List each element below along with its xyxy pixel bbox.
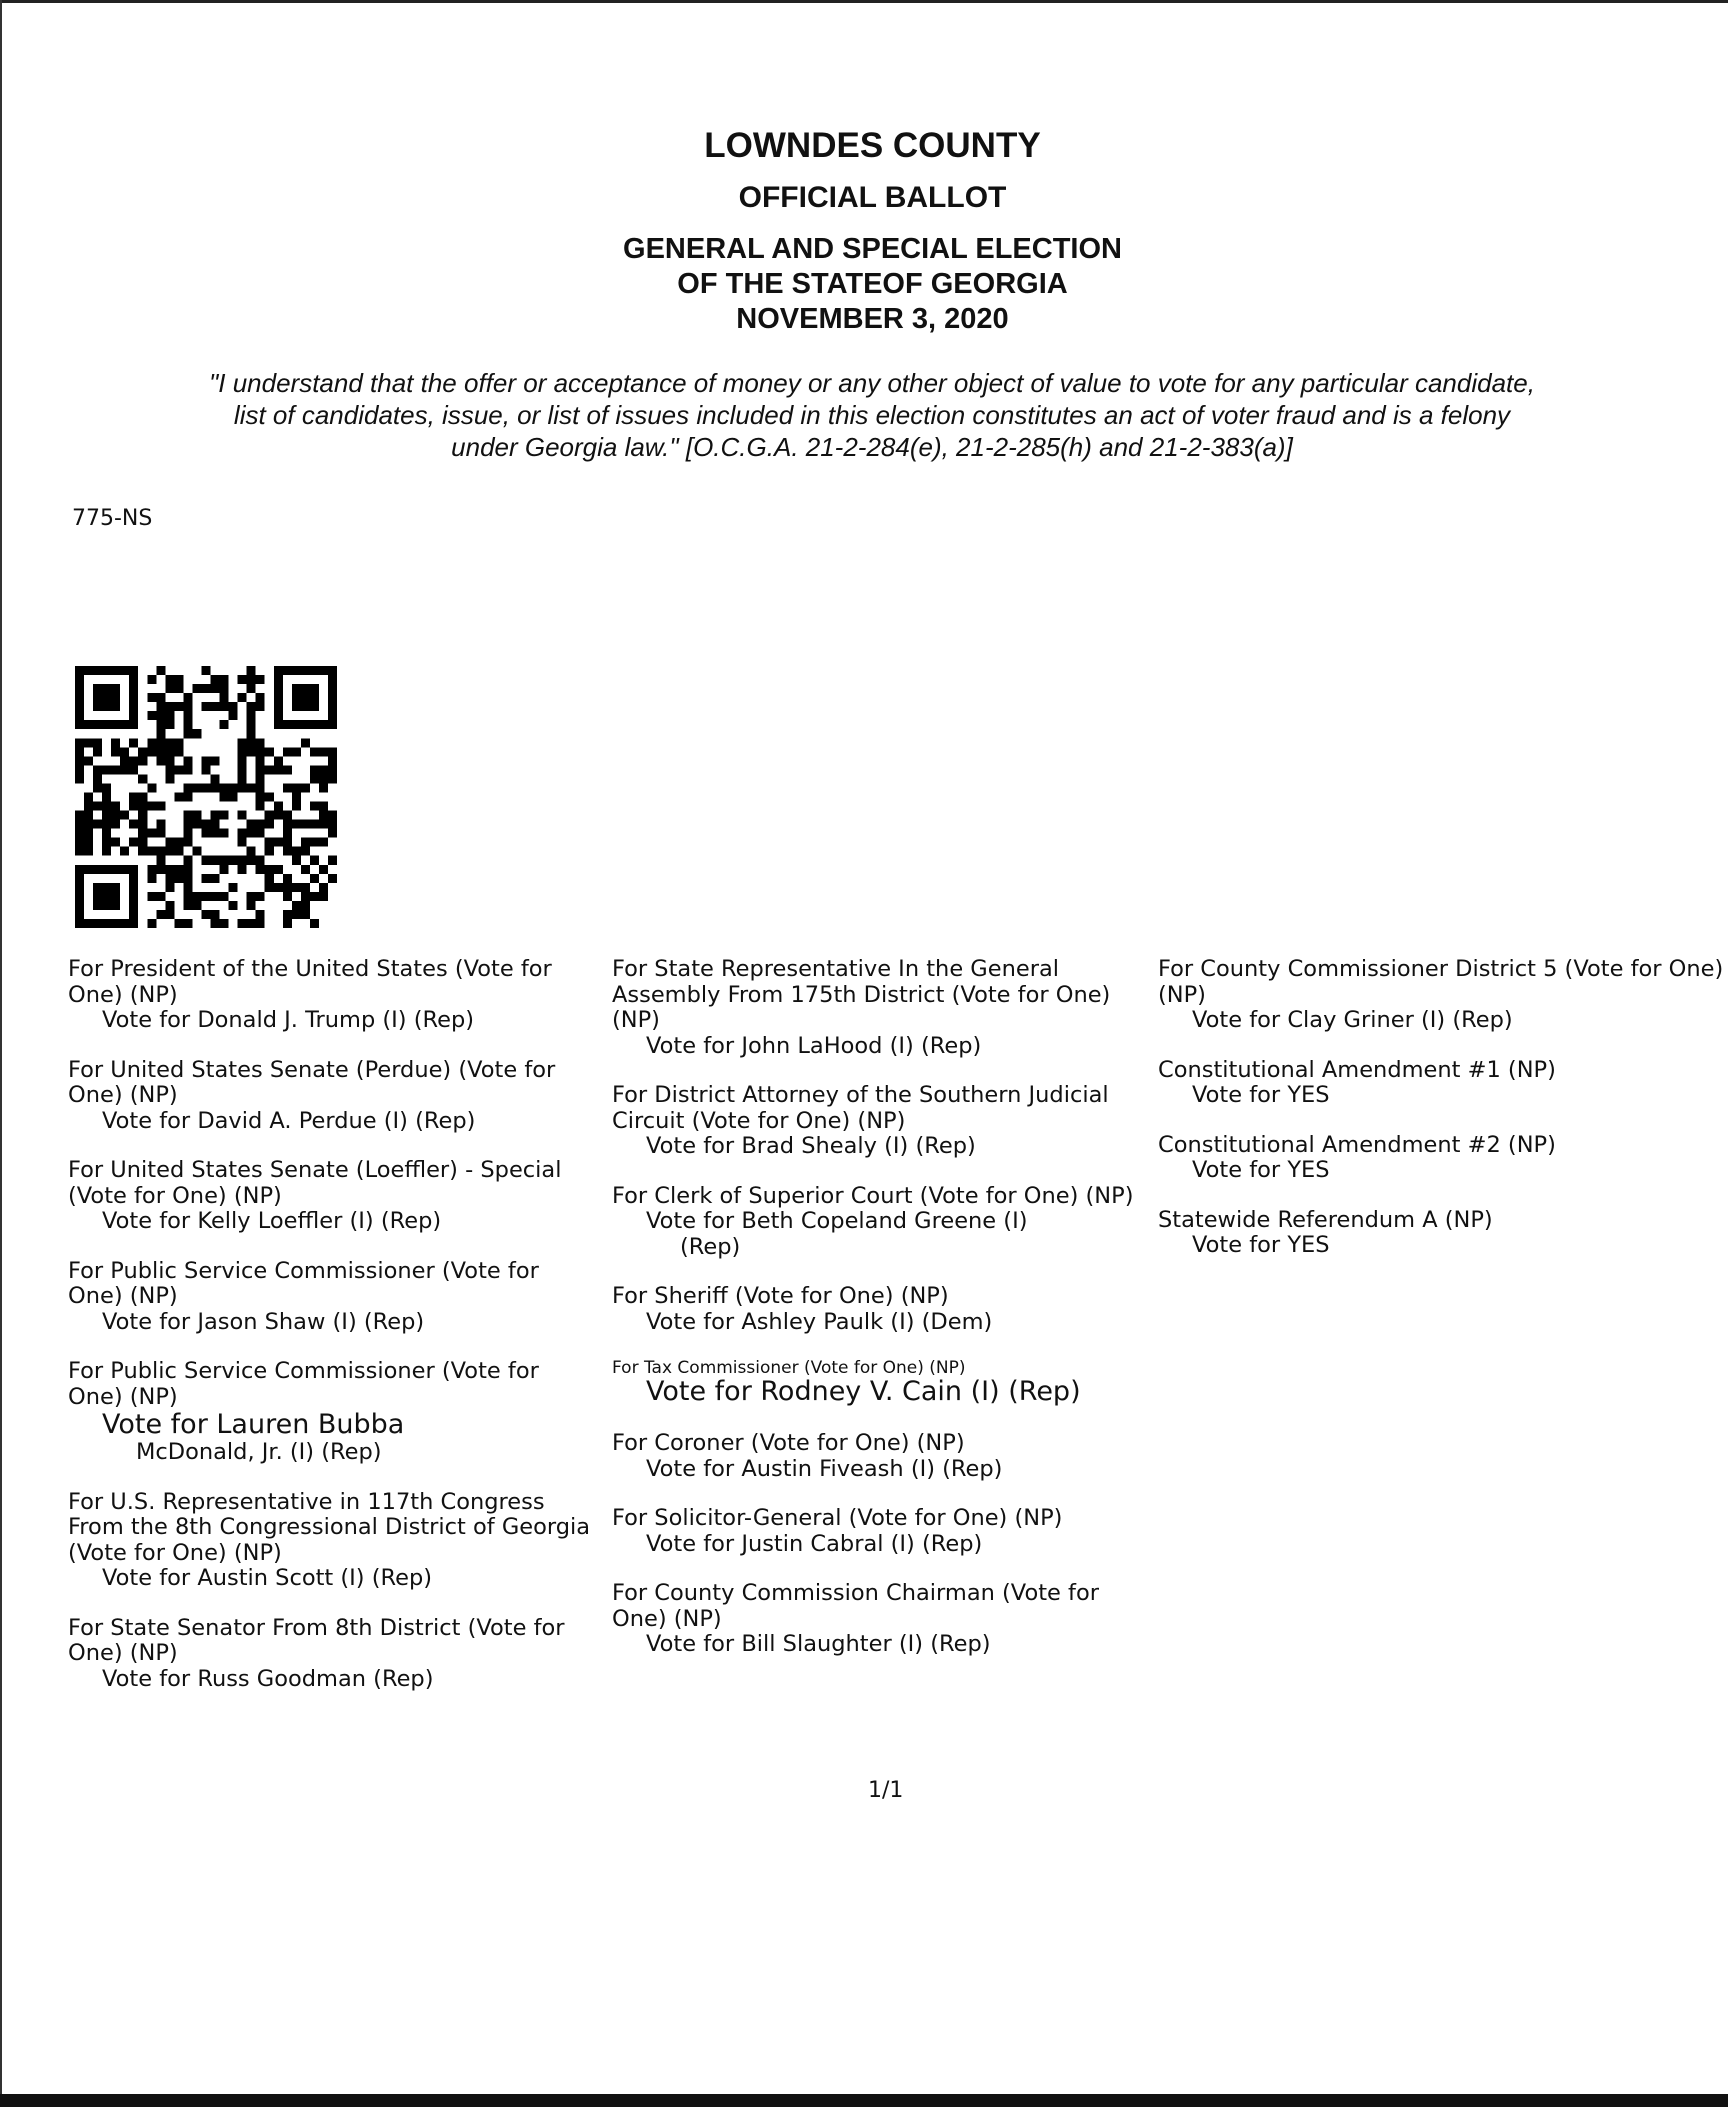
race-entry [612, 957, 1152, 1059]
race-choice: Vote for YES [1192, 1082, 1330, 1108]
race-entry [612, 1431, 1152, 1482]
race-choice: Vote for Bill Slaughter (I) (Rep) [646, 1631, 991, 1657]
race-title: For Solicitor-General (Vote for One) (NP) [612, 1505, 1063, 1531]
page-number: 1/1 [868, 1778, 904, 1803]
race-title: For District Attorney of the Southern Judicial Circuit (Vote for One) (NP) [612, 1082, 1109, 1134]
ballot-column-3 [1158, 957, 1728, 1283]
race-choice: Vote for Austin Fiveash (I) (Rep) [646, 1455, 1003, 1482]
race-entry [1158, 1208, 1728, 1259]
race-entry [68, 957, 598, 1034]
race-entry [68, 1359, 598, 1466]
race-title: For County Commission Chairman (Vote for One) (NP) [612, 1580, 1099, 1632]
race-entry [68, 1158, 598, 1235]
scan-edge-top [0, 0, 1728, 3]
race-entry [1158, 1133, 1728, 1184]
race-title: For Sheriff (Vote for One) (NP) [612, 1283, 949, 1309]
race-title: For United States Senate (Perdue) (Vote for One) (NP) [68, 1056, 556, 1108]
race-entry [612, 1359, 1152, 1407]
race-choice-text: Vote for Beth Copeland Greene (I) [646, 1208, 1028, 1234]
race-choice: Vote for Rodney V. Cain (I) (Rep) [646, 1376, 1081, 1407]
race-title: For State Representative In the General Assembly From 175th District (Vote for One) (NP) [612, 956, 1111, 1033]
race-choice: Vote for Clay Griner (I) (Rep) [1192, 1007, 1513, 1033]
race-title: For U.S. Representative in 117th Congress From the 8th Congressional District of Georgia (Vote for One) (NP) [68, 1488, 591, 1566]
ballot-style-code: 775-NS [72, 506, 153, 531]
election-date: NOVEMBER 3, 2020 [736, 303, 1009, 335]
race-choice: Vote for Kelly Loeffler (I) (Rep) [102, 1208, 442, 1234]
race-title: Constitutional Amendment #2 (NP) [1158, 1131, 1556, 1158]
race-entry [612, 1506, 1152, 1557]
race-title: For Tax Commissioner (Vote for One) (NP) [612, 1358, 966, 1378]
race-choice: Vote for David A. Perdue (I) (Rep) [102, 1107, 476, 1134]
race-choice-continuation: (Rep) [680, 1233, 741, 1260]
race-choice: Vote for Russ Goodman (Rep) [102, 1665, 434, 1692]
race-entry [1158, 957, 1728, 1034]
election-title-line: GENERAL AND SPECIAL ELECTION [623, 233, 1122, 265]
race-choice: Vote for Justin Cabral (I) (Rep) [646, 1530, 983, 1557]
race-entry [612, 1083, 1152, 1160]
election-title-line: OF THE STATEOF GEORGIA [677, 268, 1068, 300]
race-choice: Vote for Austin Scott (I) (Rep) [102, 1565, 433, 1591]
race-entry [68, 1616, 598, 1693]
race-title: For President of the United States (Vote for One) (NP) [68, 956, 552, 1008]
race-choice: Vote for John LaHood (I) (Rep) [646, 1032, 982, 1059]
race-entry [612, 1184, 1152, 1261]
race-title: Constitutional Amendment #1 (NP) [1158, 1056, 1556, 1083]
race-title: For Public Service Commissioner (Vote for One) (NP) [68, 1358, 539, 1410]
race-entry [68, 1058, 598, 1135]
race-choice-continuation: McDonald, Jr. (I) (Rep) [136, 1439, 382, 1465]
race-choice: Vote for Brad Shealy (I) (Rep) [646, 1133, 976, 1159]
race-choice: Vote for Jason Shaw (I) (Rep) [102, 1308, 425, 1335]
race-title: For United States Senate (Loeffler) - Special (Vote for One) (NP) [68, 1157, 562, 1209]
race-entry [1158, 1058, 1728, 1109]
race-entry [68, 1490, 598, 1592]
ballot-type-title: OFFICIAL BALLOT [738, 181, 1007, 214]
scan-edge-bottom [0, 2094, 1728, 2107]
notice-line: "I understand that the offer or acceptance of money or any other object of value to vote for any particular candidate, [209, 368, 1535, 398]
race-title: For Public Service Commissioner (Vote for One) (NP) [68, 1257, 539, 1309]
race-choice [612, 1209, 1152, 1260]
race-entry [612, 1284, 1152, 1335]
ballot-column-1 [68, 957, 598, 1716]
race-title: For State Senator From 8th District (Vote for One) (NP) [68, 1614, 565, 1666]
race-entry [612, 1581, 1152, 1658]
qr-code-icon [68, 666, 344, 928]
ballot-header [0, 124, 1728, 337]
race-title: For Coroner (Vote for One) (NP) [612, 1430, 965, 1456]
notice-line: under Georgia law." [O.C.G.A. 21-2-284(e), 21-2-285(h) and 21-2-383(a)] [451, 432, 1293, 462]
race-title: Statewide Referendum A (NP) [1158, 1206, 1493, 1233]
race-title: For County Commissioner District 5 (Vote for One) (NP) [1158, 956, 1724, 1008]
race-choice: Vote for Ashley Paulk (I) (Dem) [646, 1308, 993, 1335]
county-title: LOWNDES COUNTY [704, 126, 1041, 165]
voter-fraud-notice [72, 367, 1672, 463]
race-title: For Clerk of Superior Court (Vote for One) (NP) [612, 1182, 1134, 1209]
race-choice [68, 1410, 598, 1466]
race-choice: Vote for Donald J. Trump (I) (Rep) [102, 1007, 475, 1033]
ballot-column-2 [612, 957, 1152, 1682]
notice-line: list of candidates, issue, or list of issues included in this election constitutes an act of voter fraud and is a felony [233, 400, 1511, 430]
race-choice: Vote for YES [1192, 1157, 1330, 1183]
race-choice-text: Vote for Lauren Bubba [102, 1409, 405, 1440]
election-title [0, 232, 1728, 337]
race-choice: Vote for YES [1192, 1232, 1330, 1258]
race-entry [68, 1259, 598, 1336]
